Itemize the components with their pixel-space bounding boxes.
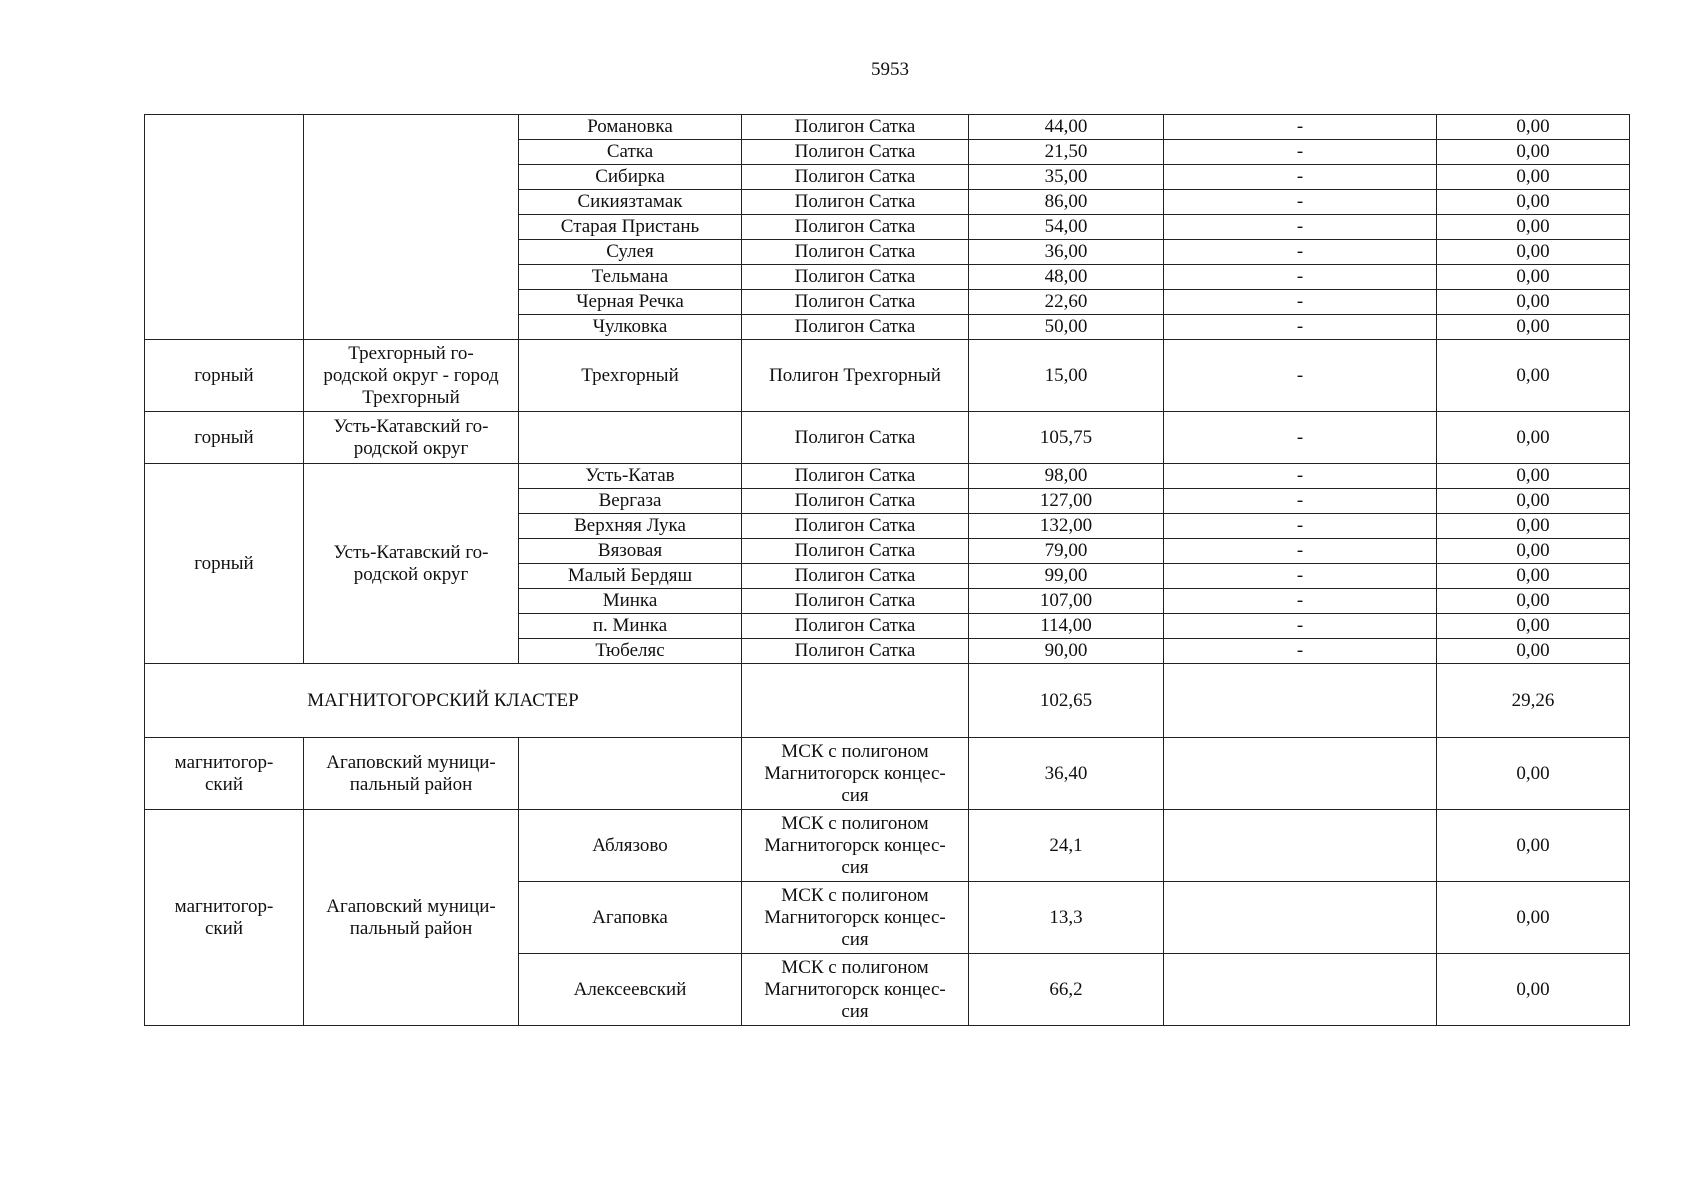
facility-cell: Полигон Сатка <box>742 165 969 190</box>
mark-cell: - <box>1164 290 1437 315</box>
mark-cell <box>1164 810 1437 882</box>
facility-cell: МСК с полигоном Магнитогорск концес- сия <box>742 954 969 1026</box>
table-row <box>145 464 1630 489</box>
settlement-cell: Аблязово <box>519 810 742 882</box>
trekhgorny-group <box>145 340 1630 412</box>
settlement-cell: Сулея <box>519 240 742 265</box>
mark-cell: - <box>1164 564 1437 589</box>
cluster-cell: горный <box>145 464 304 664</box>
settlement-cell: Усть-Катав <box>519 464 742 489</box>
municipality-cell: Агаповский муници- пальный район <box>304 738 519 810</box>
settlement-cell: Черная Речка <box>519 290 742 315</box>
value-cell: 0,00 <box>1437 589 1630 614</box>
agapovsky-total-group <box>145 738 1630 810</box>
settlement-cell: Верхняя Лука <box>519 514 742 539</box>
mark-cell <box>1164 954 1437 1026</box>
mark-cell: - <box>1164 539 1437 564</box>
settlement-cell: Тельмана <box>519 265 742 290</box>
distance-cell: 48,00 <box>969 265 1164 290</box>
distance-cell: 90,00 <box>969 639 1164 664</box>
value-cell: 0,00 <box>1437 340 1630 412</box>
value-cell: 0,00 <box>1437 489 1630 514</box>
municipality-cell: Агаповский муници- пальный район <box>304 810 519 1026</box>
facility-cell: Полигон Сатка <box>742 315 969 340</box>
mark-cell: - <box>1164 639 1437 664</box>
value-cell: 0,00 <box>1437 265 1630 290</box>
satka-rows-group <box>145 115 1630 340</box>
distance-cell: 24,1 <box>969 810 1164 882</box>
settlement-cell: Сибирка <box>519 165 742 190</box>
facility-cell: Полигон Сатка <box>742 639 969 664</box>
mark-cell: - <box>1164 589 1437 614</box>
distance-cell: 36,00 <box>969 240 1164 265</box>
table-row <box>145 115 1630 140</box>
distance-cell: 22,60 <box>969 290 1164 315</box>
facility-cell: Полигон Сатка <box>742 489 969 514</box>
facility-cell: Полигон Сатка <box>742 614 969 639</box>
value-cell: 0,00 <box>1437 882 1630 954</box>
value-cell: 0,00 <box>1437 165 1630 190</box>
distance-cell: 66,2 <box>969 954 1164 1026</box>
value-cell: 29,26 <box>1437 664 1630 738</box>
value-cell: 0,00 <box>1437 639 1630 664</box>
distance-cell: 98,00 <box>969 464 1164 489</box>
facility-cell: Полигон Сатка <box>742 265 969 290</box>
settlement-cell: Чулковка <box>519 315 742 340</box>
distance-cell: 102,65 <box>969 664 1164 738</box>
distance-cell: 50,00 <box>969 315 1164 340</box>
value-cell: 0,00 <box>1437 115 1630 140</box>
table-row <box>145 412 1630 464</box>
settlement-cell: Вязовая <box>519 539 742 564</box>
facility-cell: Полигон Сатка <box>742 464 969 489</box>
mark-cell <box>1164 738 1437 810</box>
facility-cell: Полигон Сатка <box>742 589 969 614</box>
facility-cell: Полигон Сатка <box>742 190 969 215</box>
mark-cell: - <box>1164 115 1437 140</box>
mark-cell: - <box>1164 265 1437 290</box>
distance-cell: 107,00 <box>969 589 1164 614</box>
facility-cell: Полигон Сатка <box>742 514 969 539</box>
waste-transport-table <box>144 114 1630 1026</box>
cluster-cell: горный <box>145 412 304 464</box>
facility-cell: Полигон Сатка <box>742 240 969 265</box>
distance-cell: 99,00 <box>969 564 1164 589</box>
value-cell: 0,00 <box>1437 954 1630 1026</box>
mark-cell: - <box>1164 614 1437 639</box>
value-cell: 0,00 <box>1437 614 1630 639</box>
facility-cell: Полигон Сатка <box>742 115 969 140</box>
ust-katav-total-group <box>145 412 1630 464</box>
facility-cell: Полигон Сатка <box>742 215 969 240</box>
distance-cell: 114,00 <box>969 614 1164 639</box>
settlement-cell: Алексеевский <box>519 954 742 1026</box>
table-row <box>145 340 1630 412</box>
facility-cell: Полигон Сатка <box>742 140 969 165</box>
municipality-cell: Трехгорный го- родской округ - город Трехгорный <box>304 340 519 412</box>
mark-cell: - <box>1164 190 1437 215</box>
distance-cell: 79,00 <box>969 539 1164 564</box>
facility-cell <box>742 664 969 738</box>
value-cell: 0,00 <box>1437 215 1630 240</box>
settlement-cell: Малый Бердяш <box>519 564 742 589</box>
settlement-cell: Сикиязтамак <box>519 190 742 215</box>
value-cell: 0,00 <box>1437 190 1630 215</box>
value-cell: 0,00 <box>1437 315 1630 340</box>
municipality-cell: Усть-Катавский го- родской округ <box>304 412 519 464</box>
value-cell: 0,00 <box>1437 412 1630 464</box>
settlement-cell: Романовка <box>519 115 742 140</box>
value-cell: 0,00 <box>1437 464 1630 489</box>
facility-cell: Полигон Трехгорный <box>742 340 969 412</box>
agapovsky-rows-group <box>145 810 1630 1026</box>
ust-katav-rows-group <box>145 464 1630 664</box>
cluster-cell: магнитогор- ский <box>145 738 304 810</box>
distance-cell: 44,00 <box>969 115 1164 140</box>
mark-cell <box>1164 882 1437 954</box>
distance-cell: 15,00 <box>969 340 1164 412</box>
value-cell: 0,00 <box>1437 140 1630 165</box>
facility-cell: МСК с полигоном Магнитогорск концес- сия <box>742 738 969 810</box>
cluster-header-row <box>145 664 1630 738</box>
value-cell: 0,00 <box>1437 290 1630 315</box>
mark-cell: - <box>1164 165 1437 190</box>
settlement-cell <box>519 412 742 464</box>
table-row <box>145 810 1630 882</box>
settlement-cell: Агаповка <box>519 882 742 954</box>
facility-cell: Полигон Сатка <box>742 564 969 589</box>
value-cell: 0,00 <box>1437 240 1630 265</box>
mark-cell: - <box>1164 340 1437 412</box>
value-cell: 0,00 <box>1437 738 1630 810</box>
settlement-cell: Трехгорный <box>519 340 742 412</box>
mark-cell: - <box>1164 315 1437 340</box>
settlement-cell: Минка <box>519 589 742 614</box>
settlement-cell: п. Минка <box>519 614 742 639</box>
distance-cell: 21,50 <box>969 140 1164 165</box>
municipality-cell <box>304 115 519 340</box>
distance-cell: 54,00 <box>969 215 1164 240</box>
cluster-cell: магнитогор- ский <box>145 810 304 1026</box>
value-cell: 0,00 <box>1437 564 1630 589</box>
value-cell: 0,00 <box>1437 810 1630 882</box>
distance-cell: 105,75 <box>969 412 1164 464</box>
settlement-cell: Вергаза <box>519 489 742 514</box>
facility-cell: МСК с полигоном Магнитогорск концес- сия <box>742 882 969 954</box>
magnitogorsk-cluster-group <box>145 664 1630 738</box>
distance-cell: 86,00 <box>969 190 1164 215</box>
settlement-cell: Сатка <box>519 140 742 165</box>
facility-cell: МСК с полигоном Магнитогорск концес- сия <box>742 810 969 882</box>
mark-cell: - <box>1164 514 1437 539</box>
mark-cell <box>1164 664 1437 738</box>
cluster-title: МАГНИТОГОРСКИЙ КЛАСТЕР <box>145 664 742 738</box>
municipality-cell: Усть-Катавский го- родской округ <box>304 464 519 664</box>
mark-cell: - <box>1164 140 1437 165</box>
value-cell: 0,00 <box>1437 514 1630 539</box>
facility-cell: Полигон Сатка <box>742 412 969 464</box>
mark-cell: - <box>1164 464 1437 489</box>
mark-cell: - <box>1164 412 1437 464</box>
settlement-cell: Старая Пристань <box>519 215 742 240</box>
distance-cell: 132,00 <box>969 514 1164 539</box>
distance-cell: 127,00 <box>969 489 1164 514</box>
mark-cell: - <box>1164 240 1437 265</box>
settlement-cell: Тюбеляс <box>519 639 742 664</box>
facility-cell: Полигон Сатка <box>742 290 969 315</box>
mark-cell: - <box>1164 489 1437 514</box>
table-row <box>145 738 1630 810</box>
mark-cell: - <box>1164 215 1437 240</box>
settlement-cell <box>519 738 742 810</box>
cluster-cell <box>145 115 304 340</box>
distance-cell: 35,00 <box>969 165 1164 190</box>
distance-cell: 13,3 <box>969 882 1164 954</box>
facility-cell: Полигон Сатка <box>742 539 969 564</box>
cluster-cell: горный <box>145 340 304 412</box>
page-number: 5953 <box>871 59 909 80</box>
distance-cell: 36,40 <box>969 738 1164 810</box>
value-cell: 0,00 <box>1437 539 1630 564</box>
